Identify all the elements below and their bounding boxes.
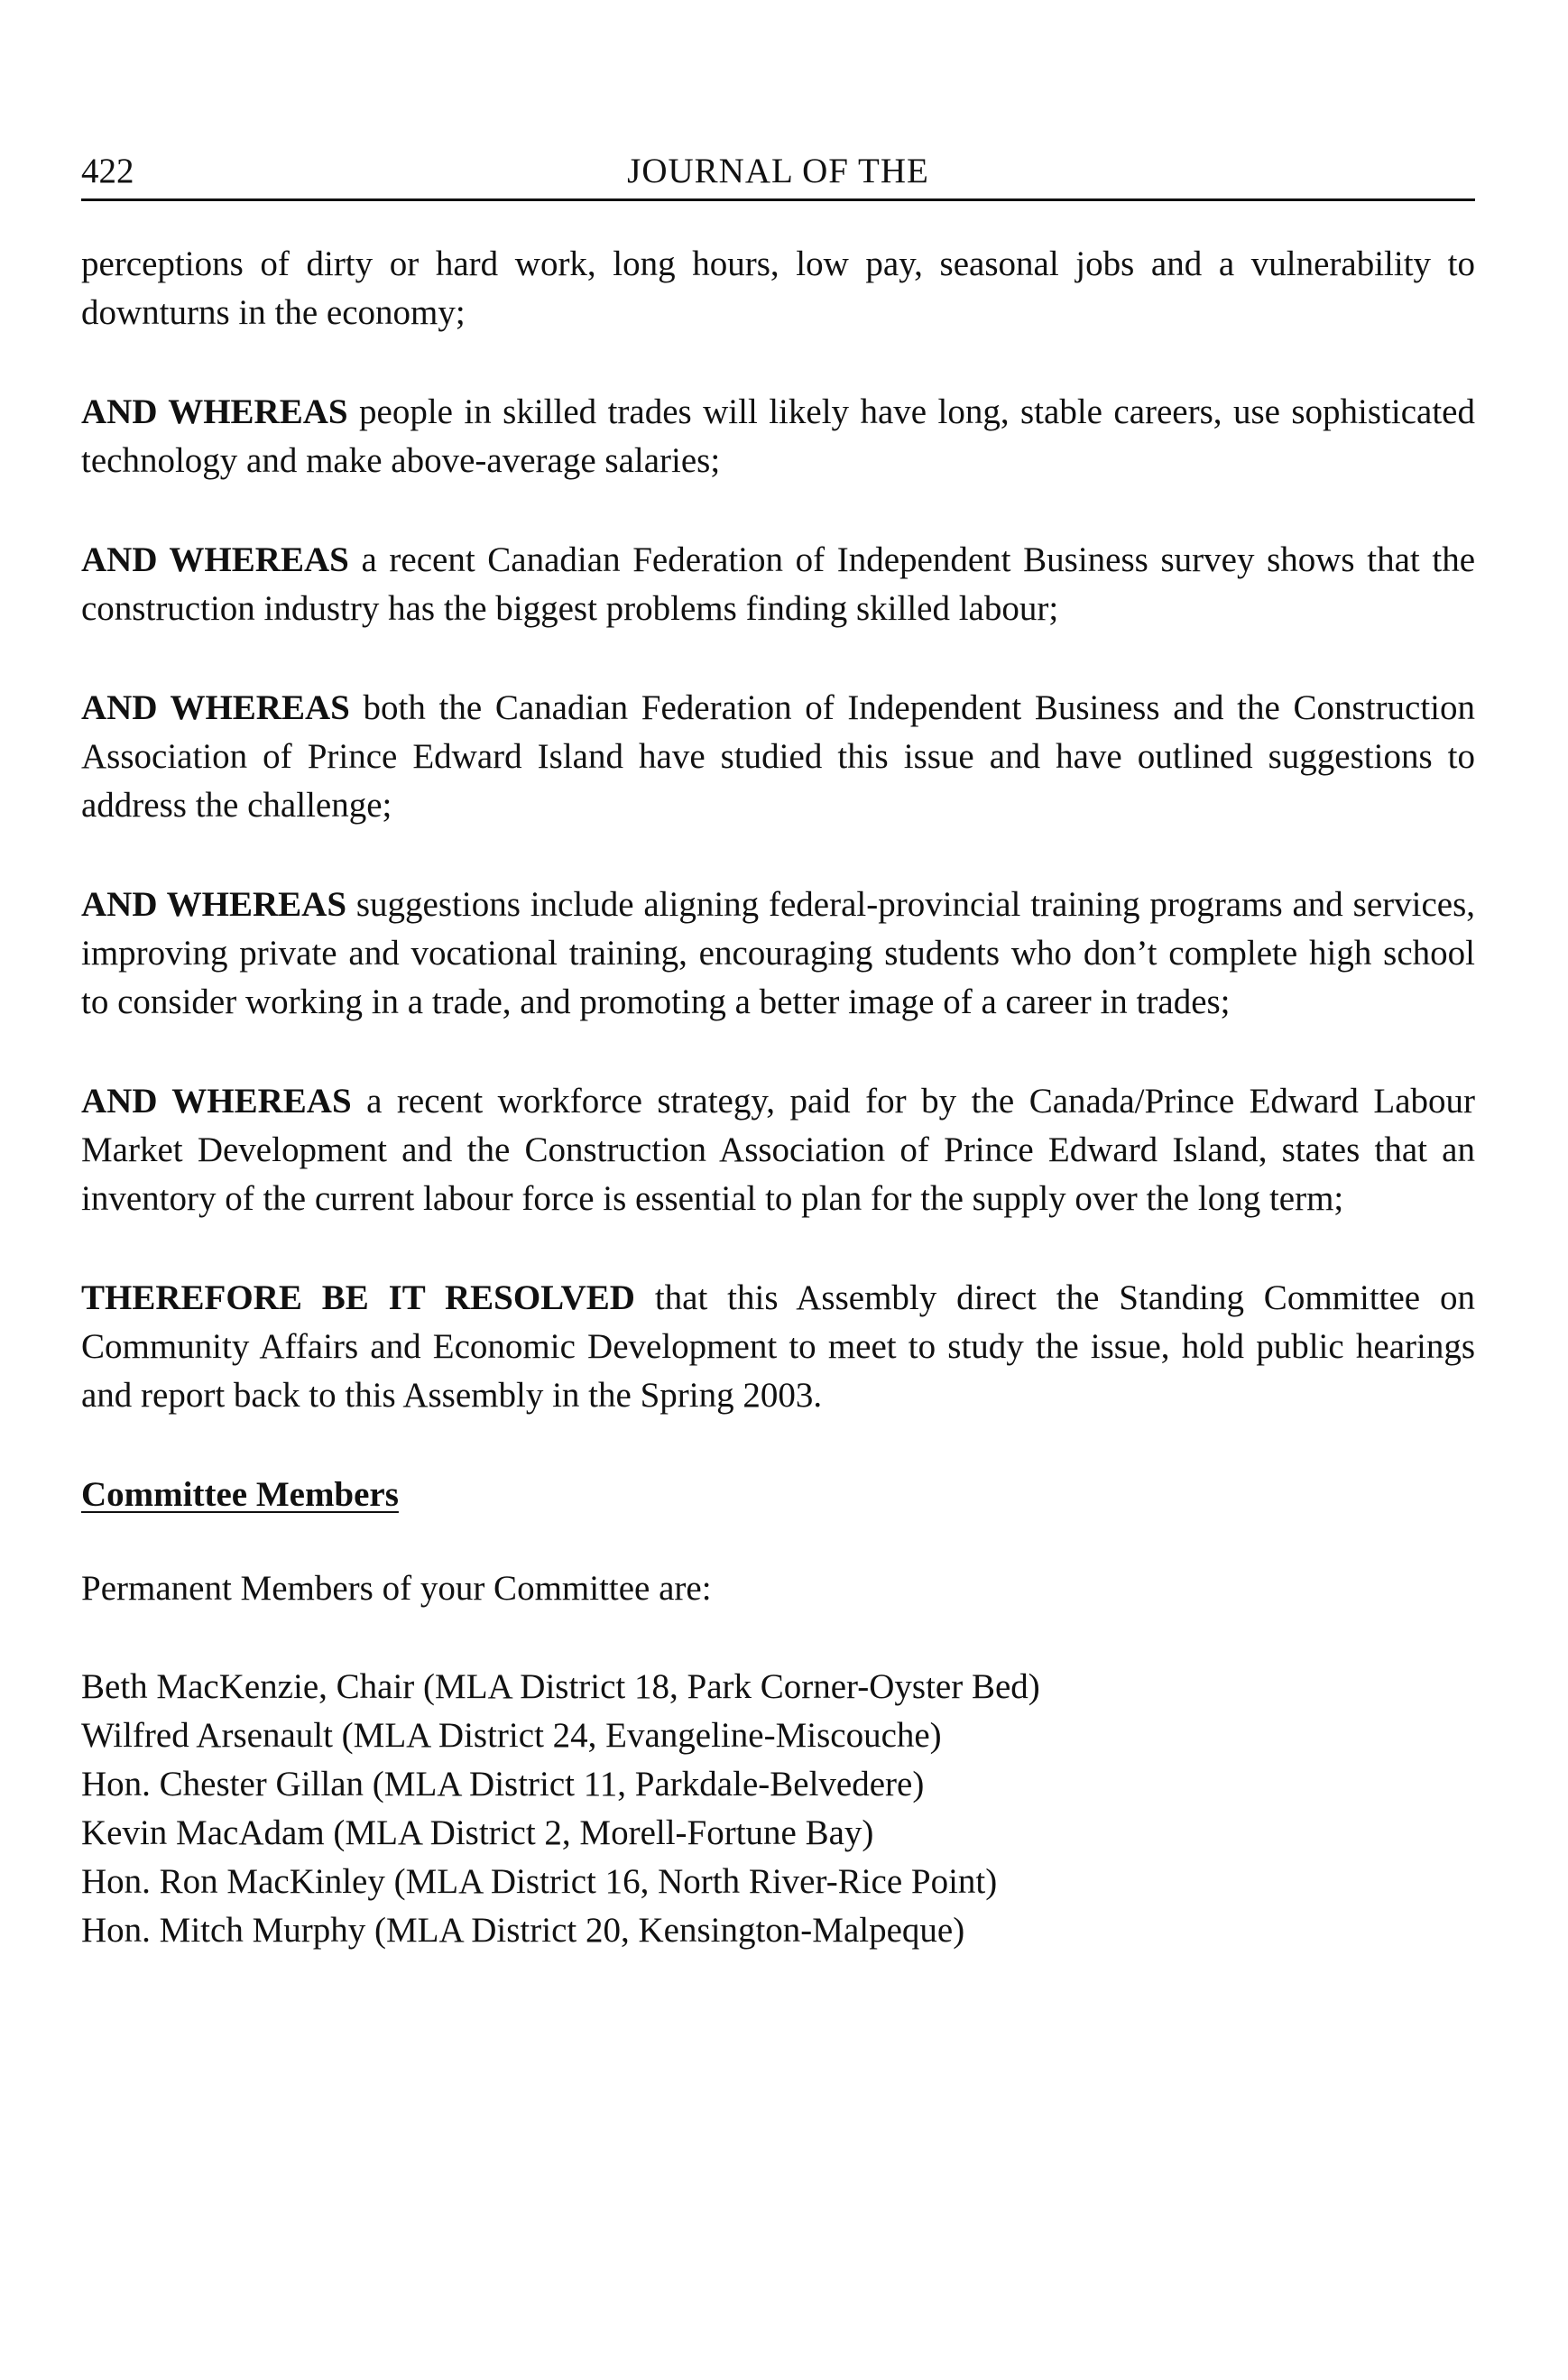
committee-member: Wilfred Arsenault (MLA District 24, Evangeline-Miscouche) [81, 1716, 942, 1755]
resolution-text: that this Assembly direct the Standing Committee on Community Affairs and Economic Development to meet to study the issue, hold public hearings and report back to this Assembly in the Spring 2003. [81, 1278, 1475, 1415]
running-head: JOURNAL OF THE [627, 152, 929, 190]
whereas-lead: AND WHEREAS [81, 1082, 352, 1121]
page-header [81, 144, 1475, 201]
committee-member: Hon. Mitch Murphy (MLA District 20, Kensington-Malpeque) [81, 1911, 965, 1950]
whereas-paragraph [81, 388, 1475, 485]
committee-members-intro: Permanent Members of your Committee are: [81, 1569, 712, 1608]
whereas-paragraph [81, 536, 1475, 633]
whereas-paragraph [81, 881, 1475, 1027]
paragraph-text: perceptions of dirty or hard work, long hours, low pay, seasonal jobs and a vulnerability to downturns in the economy; [81, 244, 1475, 332]
whereas-text: people in skilled trades will likely have long, stable careers, use sophisticated technology and make above-average salaries; [81, 392, 1475, 480]
committee-member: Kevin MacAdam (MLA District 2, Morell-Fortune Bay) [81, 1813, 874, 1852]
whereas-text: a recent Canadian Federation of Independent Business survey shows that the construction industry has the biggest problems finding skilled labour; [81, 540, 1476, 628]
whereas-paragraph [81, 1077, 1475, 1223]
paragraph-continuation [81, 240, 1475, 337]
whereas-text: suggestions include aligning federal-provincial training programs and services, improving private and vocational training, encouraging students who don’t complete high school to consider working in a trade, and promoting a better image of a career in trades; [81, 885, 1475, 1021]
whereas-paragraph [81, 684, 1475, 830]
whereas-text: both the Canadian Federation of Independent Business and the Construction Association of Prince Edward Island have studied this issue and have outlined suggestions to address the challenge; [81, 688, 1475, 825]
committee-members-list [81, 1663, 1475, 1955]
document-page [81, 144, 1475, 1955]
committee-member: Hon. Chester Gillan (MLA District 11, Parkdale-Belvedere) [81, 1765, 925, 1803]
whereas-lead: AND WHEREAS [81, 392, 348, 431]
resolution-paragraph [81, 1274, 1475, 1420]
whereas-lead: AND WHEREAS [81, 885, 347, 924]
committee-members-heading: Committee Members [81, 1475, 399, 1514]
whereas-lead: AND WHEREAS [81, 688, 350, 727]
journal-content [81, 240, 1475, 1955]
page-number: 422 [81, 152, 134, 190]
resolution-lead: THEREFORE BE IT RESOLVED [81, 1278, 635, 1317]
committee-member: Beth MacKenzie, Chair (MLA District 18, Park Corner-Oyster Bed) [81, 1667, 1040, 1706]
whereas-lead: AND WHEREAS [81, 540, 349, 579]
whereas-text: a recent workforce strategy, paid for by the Canada/Prince Edward Labour Market Development and the Construction Association of Prince Edward Island, states that an inventory of the current labour force is essential to plan for the supply over the long term; [81, 1082, 1475, 1218]
committee-member: Hon. Ron MacKinley (MLA District 16, North River-Rice Point) [81, 1862, 998, 1901]
